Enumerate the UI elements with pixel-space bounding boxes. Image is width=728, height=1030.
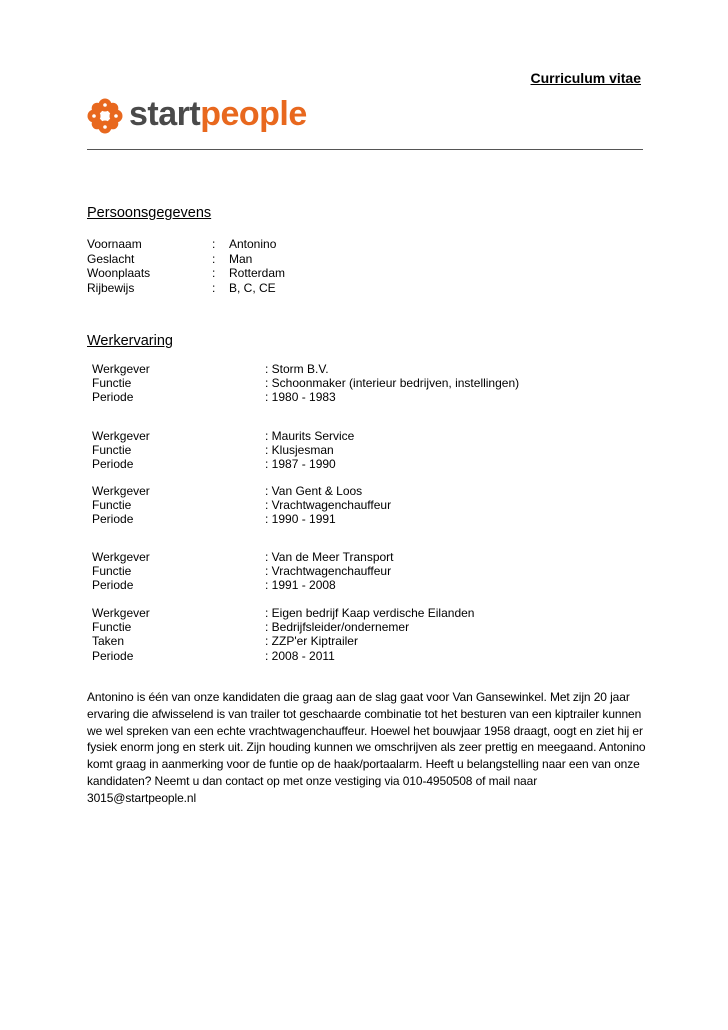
job-label: Taken bbox=[92, 634, 125, 649]
job-value: : 1980 - 1983 bbox=[265, 390, 336, 405]
job-value: : 1990 - 1991 bbox=[265, 512, 336, 527]
job-row bbox=[92, 512, 391, 526]
summary-line: ervaring die afwisselend is van trailer tot geschaarde combinatie tot het besturen van een kiptrailer kunnen bbox=[87, 706, 642, 721]
logo-text-start: start bbox=[129, 95, 201, 133]
job-row bbox=[92, 484, 391, 498]
job-value: : Van Gent & Loos bbox=[265, 484, 363, 498]
logo-wordmark bbox=[129, 97, 307, 131]
personal-row bbox=[87, 237, 285, 252]
job-row bbox=[92, 443, 354, 457]
summary-line: we wel spreken van een echte vrachtwagenchauffeur. Hoewel het bouwjaar 1958 draagt, oogt en ziet hij er bbox=[87, 723, 643, 738]
personal-details bbox=[87, 237, 285, 295]
job-row bbox=[92, 498, 391, 512]
field-separator: : bbox=[212, 237, 216, 251]
job-label: Functie bbox=[92, 564, 132, 579]
job-label: Werkgever bbox=[92, 606, 150, 620]
job-value: : Vrachtwagenchauffeur bbox=[265, 498, 392, 513]
job-row bbox=[92, 634, 474, 648]
job-row bbox=[92, 390, 519, 404]
field-value: Antonino bbox=[229, 237, 277, 251]
job-value: : Bedrijfsleider/ondernemer bbox=[265, 620, 410, 635]
personal-row bbox=[87, 281, 285, 296]
summary-line: Antonino is één van onze kandidaten die graag aan de slag gaat voor Van Gansewinkel. Met zijn 20 jaar bbox=[87, 690, 630, 704]
job-label: Werkgever bbox=[92, 484, 150, 498]
header-divider bbox=[87, 149, 643, 150]
logo-text-people: people bbox=[200, 95, 307, 133]
job-value: : ZZP'er Kiptrailer bbox=[265, 634, 358, 649]
document-title: Curriculum vitae bbox=[530, 70, 641, 86]
job-row bbox=[92, 457, 354, 471]
job-entry bbox=[92, 550, 394, 593]
summary-paragraph bbox=[87, 689, 647, 807]
job-row bbox=[92, 564, 394, 578]
field-value: B, C, CE bbox=[229, 280, 276, 295]
job-entry bbox=[92, 484, 391, 527]
job-label: Functie bbox=[92, 376, 132, 391]
job-value: : Maurits Service bbox=[265, 429, 355, 443]
job-label: Werkgever bbox=[92, 550, 150, 564]
job-row bbox=[92, 620, 474, 634]
job-row bbox=[92, 429, 354, 443]
job-label: Functie bbox=[92, 498, 132, 513]
job-label: Werkgever bbox=[92, 429, 150, 443]
field-label: Geslacht bbox=[87, 251, 135, 266]
field-value: Man bbox=[229, 251, 253, 266]
startpeople-logo bbox=[87, 96, 307, 136]
job-value: : Storm B.V. bbox=[265, 362, 329, 376]
job-label: Functie bbox=[92, 443, 132, 458]
job-value: : Vrachtwagenchauffeur bbox=[265, 564, 392, 579]
job-row bbox=[92, 606, 474, 620]
flower-logo-icon bbox=[87, 98, 123, 134]
field-separator: : bbox=[212, 251, 216, 266]
summary-line: fysiek enorm jong en sterk uit. Zijn houding kunnen we omschrijven als zeer prettig en meegaand. Antonino bbox=[87, 740, 646, 755]
field-separator: : bbox=[212, 280, 216, 295]
field-separator: : bbox=[212, 266, 216, 280]
job-value: : 2008 - 2011 bbox=[265, 648, 335, 663]
job-value: : Van de Meer Transport bbox=[265, 550, 394, 564]
job-value: : Klusjesman bbox=[265, 443, 334, 458]
personal-row bbox=[87, 252, 285, 267]
job-label: Werkgever bbox=[92, 362, 150, 376]
job-row bbox=[92, 376, 519, 390]
job-entry bbox=[92, 606, 474, 663]
field-label: Voornaam bbox=[87, 237, 142, 251]
job-value: : 1991 - 2008 bbox=[265, 578, 336, 593]
personal-row bbox=[87, 266, 285, 281]
job-label: Periode bbox=[92, 512, 134, 527]
job-row bbox=[92, 362, 519, 376]
job-entry bbox=[92, 362, 519, 405]
job-label: Functie bbox=[92, 620, 132, 635]
field-label: Woonplaats bbox=[87, 266, 151, 280]
job-value: : Eigen bedrijf Kaap verdische Eilanden bbox=[265, 606, 475, 620]
job-value: : 1987 - 1990 bbox=[265, 457, 336, 472]
field-value: Rotterdam bbox=[229, 266, 286, 280]
personal-heading: Persoonsgegevens bbox=[87, 205, 212, 221]
job-row bbox=[92, 649, 474, 663]
job-row bbox=[92, 578, 394, 592]
job-value: : Schoonmaker (interieur bedrijven, instellingen) bbox=[265, 376, 520, 391]
job-label: Periode bbox=[92, 457, 134, 472]
job-entry bbox=[92, 429, 354, 472]
job-label: Periode bbox=[92, 390, 134, 405]
summary-line: komt graag in aanmerking voor de funtie op de haak/portaalarm. Heeft u belangstelling naar een van onze bbox=[87, 757, 640, 772]
summary-line: kandidaten? Neemt u dan contact op met onze vestiging via 010-4950508 of mail naar 3015@startpeople.nl bbox=[87, 773, 538, 805]
experience-heading: Werkervaring bbox=[87, 333, 173, 349]
job-row bbox=[92, 550, 394, 564]
field-label: Rijbewijs bbox=[87, 280, 135, 295]
job-label: Periode bbox=[92, 648, 134, 663]
job-label: Periode bbox=[92, 578, 134, 593]
